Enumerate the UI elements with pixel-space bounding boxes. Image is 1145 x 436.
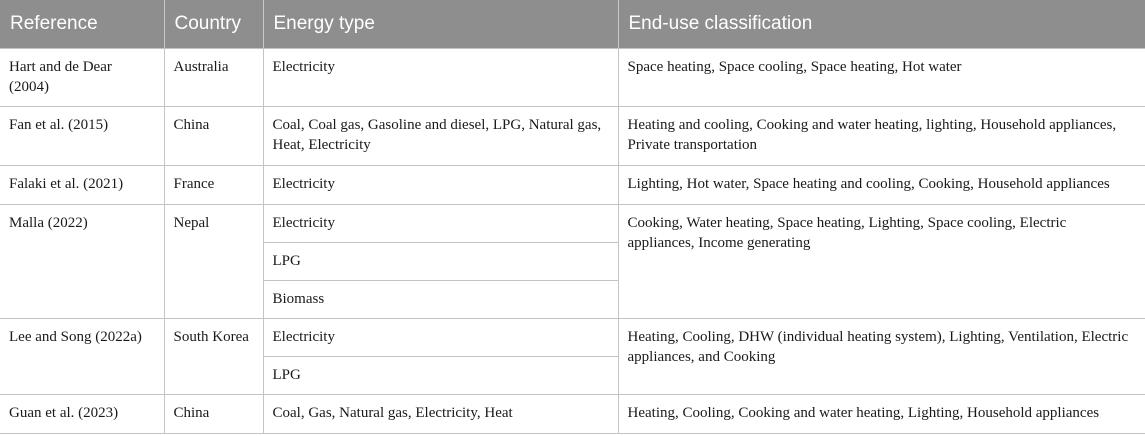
header-end-use: End-use classification <box>618 0 1145 48</box>
table-row <box>0 394 1145 433</box>
header-reference: Reference <box>0 0 164 48</box>
energy-type-cell: Biomass <box>263 280 618 318</box>
energy-type-cell: Electricity <box>263 204 618 242</box>
energy-type-cell: LPG <box>263 356 618 394</box>
table-row <box>0 165 1145 204</box>
table-row <box>0 318 1145 356</box>
country-cell: South Korea <box>164 318 263 394</box>
energy-type-cell: Electricity <box>263 165 618 204</box>
energy-type-cell: Electricity <box>263 48 618 106</box>
energy-type-cell: Coal, Gas, Natural gas, Electricity, Heat <box>263 394 618 433</box>
end-use-cell: Space heating, Space cooling, Space heating, Hot water <box>618 48 1145 106</box>
country-cell: China <box>164 106 263 165</box>
table-row <box>0 106 1145 165</box>
energy-type-cell: Coal, Coal gas, Gasoline and diesel, LPG, Natural gas, Heat, Electricity <box>263 106 618 165</box>
country-cell: China <box>164 394 263 433</box>
table-row <box>0 204 1145 242</box>
end-use-cell: Heating, Cooling, DHW (individual heating system), Lighting, Ventilation, Electric appliances, and Cooking <box>618 318 1145 394</box>
table-row <box>0 48 1145 106</box>
end-use-cell: Lighting, Hot water, Space heating and cooling, Cooking, Household appliances <box>618 165 1145 204</box>
header-country: Country <box>164 0 263 48</box>
end-use-cell: Heating and cooling, Cooking and water heating, lighting, Household appliances, Private transportation <box>618 106 1145 165</box>
reference-cell: Fan et al. (2015) <box>0 106 164 165</box>
reference-cell: Hart and de Dear (2004) <box>0 48 164 106</box>
header-energy-type: Energy type <box>263 0 618 48</box>
header-row <box>0 0 1145 48</box>
country-cell: Australia <box>164 48 263 106</box>
reference-cell: Lee and Song (2022a) <box>0 318 164 394</box>
country-cell: Nepal <box>164 204 263 318</box>
country-cell: France <box>164 165 263 204</box>
end-use-cell: Heating, Cooling, Cooking and water heating, Lighting, Household appliances <box>618 394 1145 433</box>
reference-cell: Malla (2022) <box>0 204 164 318</box>
reference-cell: Guan et al. (2023) <box>0 394 164 433</box>
energy-type-cell: Electricity <box>263 318 618 356</box>
energy-type-cell: LPG <box>263 242 618 280</box>
end-use-cell: Cooking, Water heating, Space heating, Lighting, Space cooling, Electric appliances, Income generating <box>618 204 1145 318</box>
reference-cell: Falaki et al. (2021) <box>0 165 164 204</box>
